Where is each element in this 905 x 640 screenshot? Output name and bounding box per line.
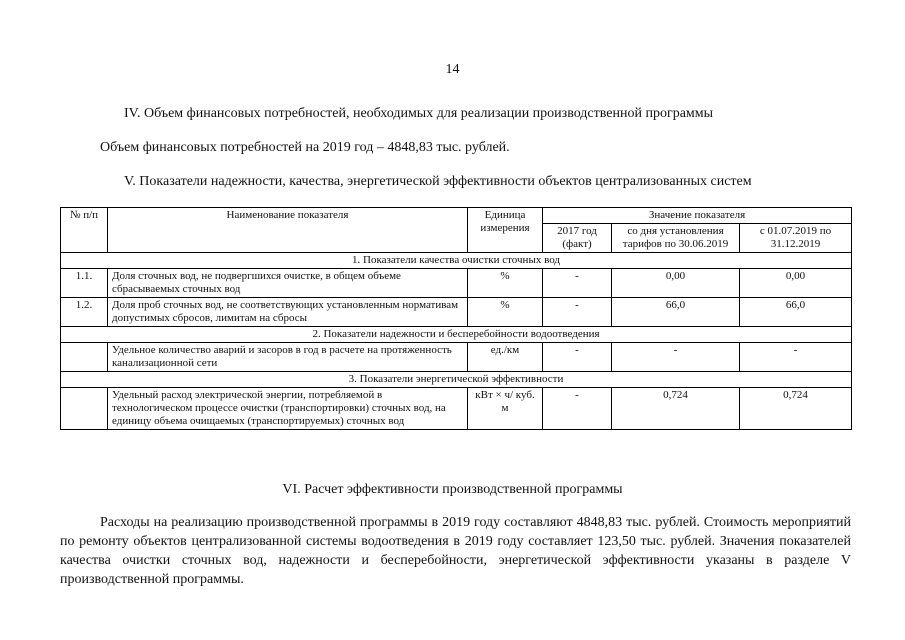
group-row xyxy=(61,253,852,269)
row-value-1: - xyxy=(612,343,740,372)
header-unit: Единица измерения xyxy=(468,208,543,253)
group-2-title: 2. Показатели надежности и бесперебойности водоотведения xyxy=(61,327,852,343)
row-name: Удельный расход электрической энергии, потребляемой в технологическом процессе очистки (транспортировки) сточных вод, на единицу объема очищаемых (транспортируемых) сточных вод xyxy=(108,388,468,430)
section-6-title: VI. Расчет эффективности производственной программы xyxy=(282,482,623,497)
row-name: Доля проб сточных вод, не соответствующих установленным нормативам допустимых сбросов, лимитам на сбросы xyxy=(108,298,468,327)
section-5-title: V. Показатели надежности, качества, энергетической эффективности объектов централизованных систем xyxy=(124,174,752,189)
row-2017: - xyxy=(543,298,612,327)
header-name: Наименование показателя xyxy=(108,208,468,253)
table-row xyxy=(61,388,852,430)
group-row xyxy=(61,372,852,388)
page-number: 14 xyxy=(445,62,460,77)
table-row xyxy=(61,298,852,327)
efficiency-paragraph: Расходы на реализацию производственной программы в 2019 году составляют 4848,83 тыс. рублей. Стоимость мероприятий по ремонту объектов централизованной системы водоотведения в 2019 году составляет 123,50 тыс. рублей. Значения показателей качества очистки сточных вод, надежности и бесперебойности, энергетической эффективности указаны в разделе V производственной программы. xyxy=(60,515,851,587)
row-value-1: 0,00 xyxy=(612,269,740,298)
section-4-title: IV. Объем финансовых потребностей, необходимых для реализации производственной программы xyxy=(124,106,714,121)
row-value-1: 66,0 xyxy=(612,298,740,327)
row-unit: % xyxy=(468,298,543,327)
financial-needs-text: Объем финансовых потребностей на 2019 год – 4848,83 тыс. рублей. xyxy=(100,140,510,155)
row-value-2: - xyxy=(740,343,852,372)
table-header-row xyxy=(61,208,852,224)
row-name: Доля сточных вод, не подвергшихся очистке, в общем объеме сбрасываемых сточных вод xyxy=(108,269,468,298)
header-value: Значение показателя xyxy=(543,208,852,224)
row-num: 1.2. xyxy=(61,298,108,327)
row-num: 1.1. xyxy=(61,269,108,298)
group-row xyxy=(61,327,852,343)
group-1-title: 1. Показатели качества очистки сточных вод xyxy=(61,253,852,269)
row-num xyxy=(61,388,108,430)
row-unit: ед./км xyxy=(468,343,543,372)
row-unit: % xyxy=(468,269,543,298)
row-name: Удельное количество аварий и засоров в год в расчете на протяженность канализационной сети xyxy=(108,343,468,372)
row-2017: - xyxy=(543,343,612,372)
table-row xyxy=(61,343,852,372)
header-period-1: со дня установления тарифов по 30.06.2019 xyxy=(612,224,740,253)
row-num xyxy=(61,343,108,372)
indicators-table xyxy=(60,207,852,430)
header-2017: 2017 год (факт) xyxy=(543,224,612,253)
header-period-2: с 01.07.2019 по 31.12.2019 xyxy=(740,224,852,253)
row-value-2: 0,00 xyxy=(740,269,852,298)
row-2017: - xyxy=(543,269,612,298)
table-row xyxy=(61,269,852,298)
row-2017: - xyxy=(543,388,612,430)
header-num: № п/п xyxy=(61,208,108,253)
group-3-title: 3. Показатели энергетической эффективности xyxy=(61,372,852,388)
row-value-2: 0,724 xyxy=(740,388,852,430)
row-value-1: 0,724 xyxy=(612,388,740,430)
row-unit: кВт × ч/ куб. м xyxy=(468,388,543,430)
row-value-2: 66,0 xyxy=(740,298,852,327)
